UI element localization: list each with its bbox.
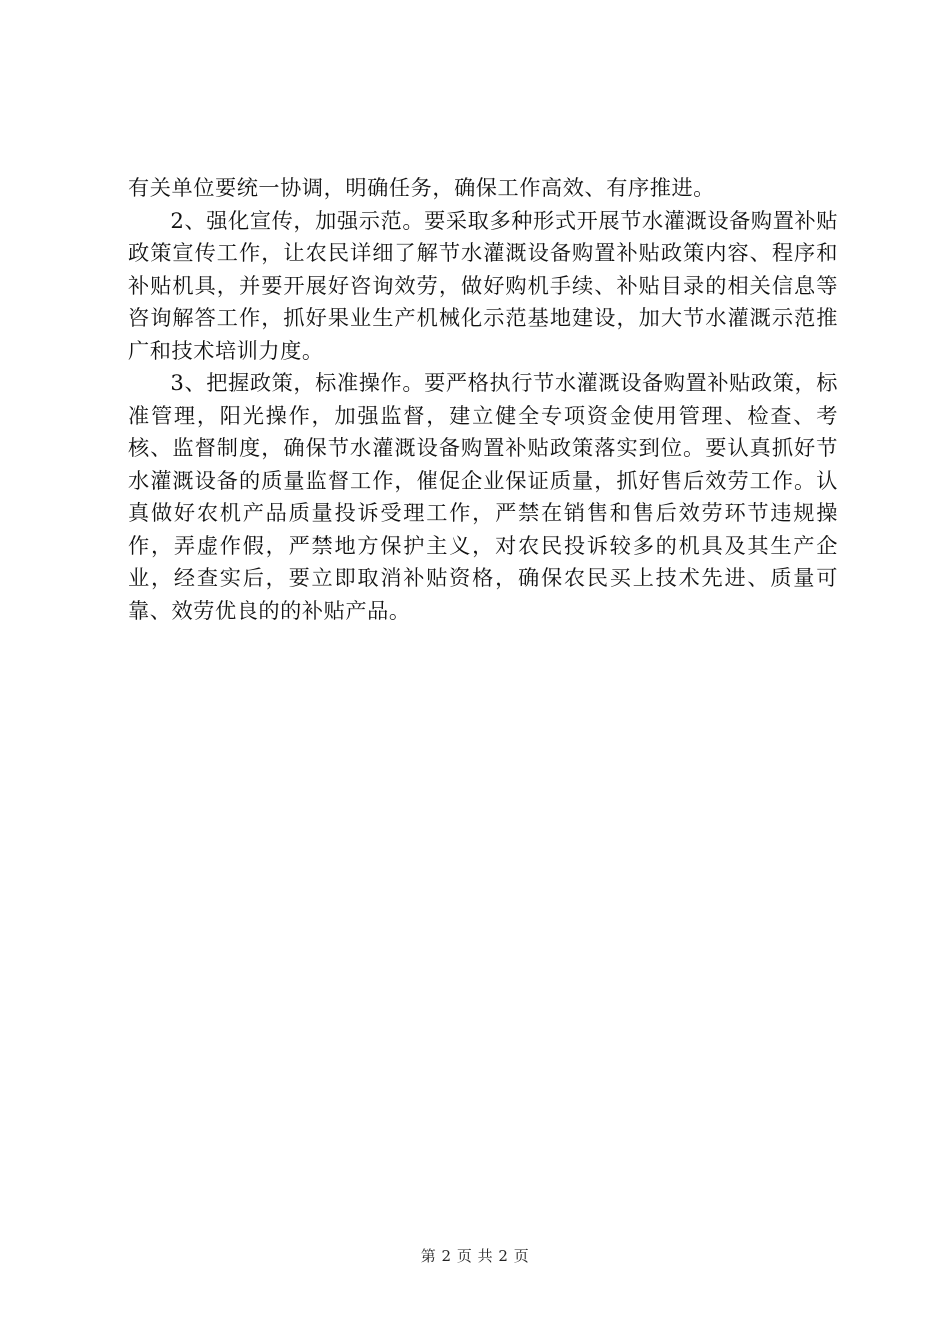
paragraph-continuation: 有关单位要统一协调，明确任务，确保工作高效、有序推进。 [128, 175, 715, 200]
document-body [128, 172, 838, 627]
paragraph-policy: 3、把握政策，标准操作。要严格执行节水灌溉设备购置补贴政策，标准管理，阳光操作，加强监督，建立健全专项资金使用管理、检查、考核、监督制度，确保节水灌溉设备购置补贴政策落实到位。要认真抓好节水灌溉设备的质量监督工作，催促企业保证质量，抓好售后效劳工作。认真做好农机产品质量投诉受理工作，严禁在销售和售后效劳环节违规操作，弄虚作假，严禁地方保护主义，对农民投诉较多的机具及其生产企业，经查实后，要立即取消补贴资格，确保农民买上技术先进、质量可靠、效劳优良的的补贴产品。 [128, 370, 838, 623]
page-footer: 第 2 页 共 2 页 [420, 1247, 530, 1265]
paragraph-publicity: 2、强化宣传，加强示范。要采取多种形式开展节水灌溉设备购置补贴政策宣传工作，让农民详细了解节水灌溉设备购置补贴政策内容、程序和补贴机具，并要开展好咨询效劳，做好购机手续、补贴目录的相关信息等咨询解答工作，抓好果业生产机械化示范基地建设，加大节水灌溉示范推广和技术培训力度。 [128, 207, 838, 363]
